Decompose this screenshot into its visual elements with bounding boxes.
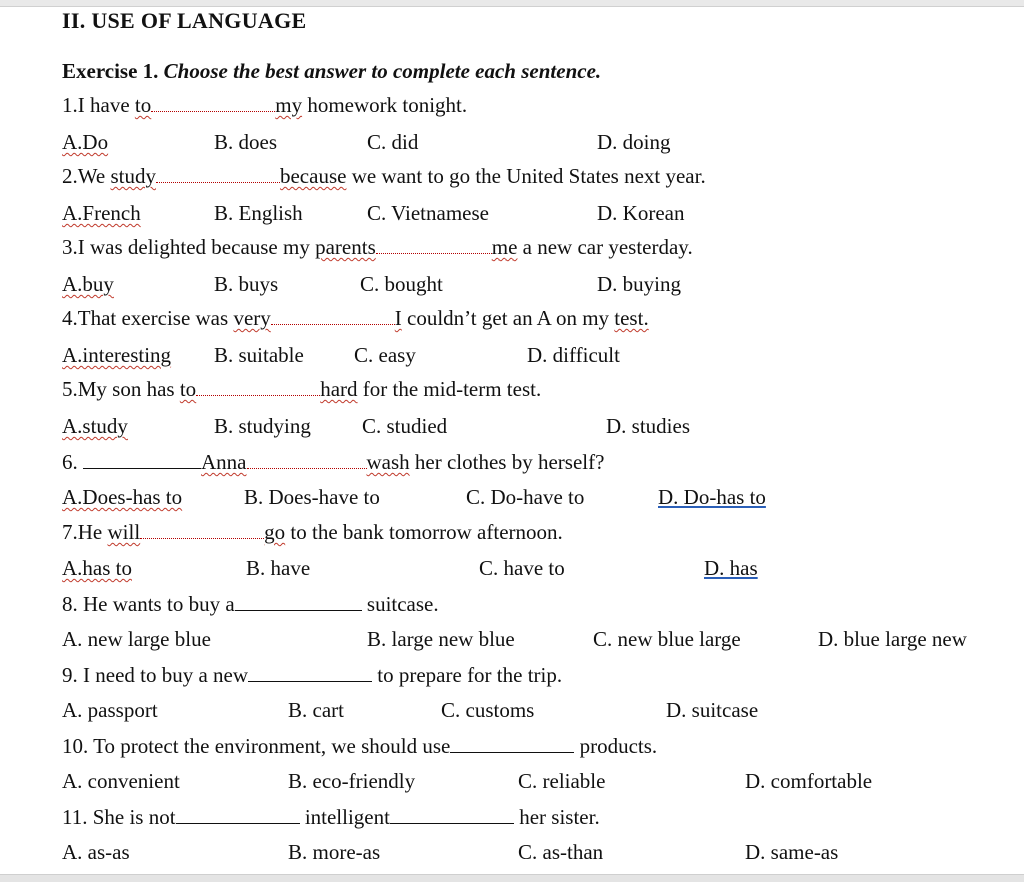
q3-word-me: me xyxy=(491,235,518,259)
q4-option-a[interactable]: A.interesting xyxy=(62,343,172,367)
q4-word-test: test. xyxy=(614,306,649,330)
q6-text-start: 6. xyxy=(62,450,83,474)
q2-option-b[interactable]: B. English xyxy=(214,201,303,225)
q9-text-end: to prepare for the trip. xyxy=(372,663,563,687)
q7-option-c[interactable]: C. have to xyxy=(479,556,565,580)
q5-option-b[interactable]: B. studying xyxy=(214,414,311,438)
exercise-title xyxy=(62,58,601,84)
q7-blank[interactable] xyxy=(140,520,264,539)
q6-blank-2[interactable] xyxy=(247,450,367,469)
section-heading: II. USE OF LANGUAGE xyxy=(62,8,307,33)
question-5 xyxy=(62,376,541,402)
exercise-number: Exercise 1. xyxy=(62,59,159,83)
q11-blank-2[interactable] xyxy=(390,805,514,824)
q8-option-c[interactable]: C. new blue large xyxy=(593,627,741,651)
q4-blank[interactable] xyxy=(271,306,395,325)
question-4 xyxy=(62,305,649,331)
q3-text-start: 3.I was delighted because my xyxy=(62,235,316,259)
q5-word-to: to xyxy=(179,377,197,401)
q3-blank[interactable] xyxy=(376,235,492,254)
q2-option-a[interactable]: A.French xyxy=(62,201,141,225)
q3-option-a[interactable]: A.buy xyxy=(62,272,114,296)
q5-word-hard: hard xyxy=(320,377,358,401)
q1-word-to: to xyxy=(134,93,152,117)
q2-word-because: because xyxy=(279,164,347,188)
q3-option-c[interactable]: C. bought xyxy=(360,272,443,296)
q5-option-a[interactable]: A.study xyxy=(62,414,128,438)
q2-option-d[interactable]: D. Korean xyxy=(597,201,685,225)
q10-blank[interactable] xyxy=(450,734,574,753)
q4-text-start: 4.That exercise was xyxy=(62,306,234,330)
q10-option-c[interactable]: C. reliable xyxy=(518,769,606,793)
q7-option-a[interactable]: A.has to xyxy=(62,556,132,580)
question-6 xyxy=(62,449,604,475)
q7-text-end: to the bank tomorrow afternoon. xyxy=(285,520,563,544)
q3-option-b[interactable]: B. buys xyxy=(214,272,279,296)
q1-text-start: 1.I have xyxy=(62,93,135,117)
question-9 xyxy=(62,662,562,688)
q5-text-start: 5.My son has xyxy=(62,377,180,401)
q5-text-end: for the mid-term test. xyxy=(357,377,542,401)
q7-text-start: 7.He xyxy=(62,520,108,544)
q6-word-wash: wash xyxy=(366,450,410,474)
q1-option-c[interactable]: C. did xyxy=(367,130,419,154)
q2-option-c[interactable]: C. Vietnamese xyxy=(367,201,489,225)
q7-word-will: will xyxy=(107,520,141,544)
q4-option-c[interactable]: C. easy xyxy=(354,343,416,367)
q6-word-anna: Anna xyxy=(201,450,247,474)
q7-option-b[interactable]: B. have xyxy=(246,556,311,580)
q4-text-middle: couldn’t get an A on my xyxy=(401,306,615,330)
q11-option-c[interactable]: C. as-than xyxy=(518,840,604,864)
q4-word-i: I xyxy=(394,306,402,330)
q1-option-a[interactable]: A.Do xyxy=(62,130,109,154)
exercise-instruction: Choose the best answer to complete each sentence. xyxy=(163,59,602,83)
q11-text-start: 11. She is not xyxy=(62,805,176,829)
top-toolbar-strip xyxy=(0,0,1024,7)
q9-option-c[interactable]: C. customs xyxy=(441,698,535,722)
q11-option-d[interactable]: D. same-as xyxy=(745,840,839,864)
q10-text-start: 10. To protect the environment, we should use xyxy=(62,734,451,758)
q6-option-c[interactable]: C. Do-have to xyxy=(466,485,585,509)
q8-blank[interactable] xyxy=(235,592,362,611)
q2-blank[interactable] xyxy=(156,164,280,183)
q5-option-c[interactable]: C. studied xyxy=(362,414,448,438)
q2-text-start: 2.We xyxy=(62,164,111,188)
q6-option-b[interactable]: B. Does-have to xyxy=(244,485,380,509)
q1-blank[interactable] xyxy=(151,93,275,112)
q4-option-b[interactable]: B. suitable xyxy=(214,343,304,367)
q1-option-b[interactable]: B. does xyxy=(214,130,277,154)
q8-option-d[interactable]: D. blue large new xyxy=(818,627,967,651)
q6-text-end: her clothes by herself? xyxy=(409,450,605,474)
q5-option-d[interactable]: D. studies xyxy=(606,414,690,438)
q6-option-a[interactable]: A.Does-has to xyxy=(62,485,183,509)
q9-text-start: 9. I need to buy a new xyxy=(62,663,249,687)
q3-text-end: a new car yesterday. xyxy=(517,235,693,259)
q6-option-d[interactable]: D. Do-has to xyxy=(658,485,766,509)
q11-blank-1[interactable] xyxy=(176,805,300,824)
q4-word-very: very xyxy=(233,306,271,330)
q8-option-a[interactable]: A. new large blue xyxy=(62,627,211,651)
q8-option-b[interactable]: B. large new blue xyxy=(367,627,515,651)
q9-blank[interactable] xyxy=(248,663,372,682)
q5-blank[interactable] xyxy=(196,377,320,396)
question-10 xyxy=(62,733,657,759)
q1-text-end: homework tonight. xyxy=(302,93,468,117)
q7-word-go: go xyxy=(264,520,286,544)
question-11 xyxy=(62,804,600,830)
q11-text-end: her sister. xyxy=(513,805,600,829)
q1-word-my: my xyxy=(275,93,303,117)
q9-option-d[interactable]: D. suitcase xyxy=(666,698,759,722)
q8-text-start: 8. He wants to buy a xyxy=(62,592,235,616)
question-8 xyxy=(62,591,439,617)
q1-option-d[interactable]: D. doing xyxy=(597,130,671,154)
q11-option-b[interactable]: B. more-as xyxy=(288,840,381,864)
q3-word-parents: parents xyxy=(315,235,376,259)
q8-text-end: suitcase. xyxy=(361,592,439,616)
q4-option-d[interactable]: D. difficult xyxy=(527,343,620,367)
question-7 xyxy=(62,519,563,545)
q10-option-b[interactable]: B. eco-friendly xyxy=(288,769,416,793)
q11-text-middle: intelligent xyxy=(299,805,390,829)
q2-text-end: we want to go the United States next year. xyxy=(346,164,706,188)
q10-option-a[interactable]: A. convenient xyxy=(62,769,180,793)
q11-option-a[interactable]: A. as-as xyxy=(62,840,130,864)
question-2 xyxy=(62,163,706,189)
question-3 xyxy=(62,234,693,260)
q9-option-a[interactable]: A. passport xyxy=(62,698,158,722)
q9-option-b[interactable]: B. cart xyxy=(288,698,344,722)
question-1 xyxy=(62,92,467,118)
q10-text-end: products. xyxy=(574,734,658,758)
q7-option-d[interactable]: D. has xyxy=(704,556,758,580)
q10-option-d[interactable]: D. comfortable xyxy=(745,769,873,793)
q3-option-d[interactable]: D. buying xyxy=(597,272,681,296)
q2-word-study: study xyxy=(110,164,156,188)
q6-blank-1[interactable] xyxy=(83,450,201,469)
